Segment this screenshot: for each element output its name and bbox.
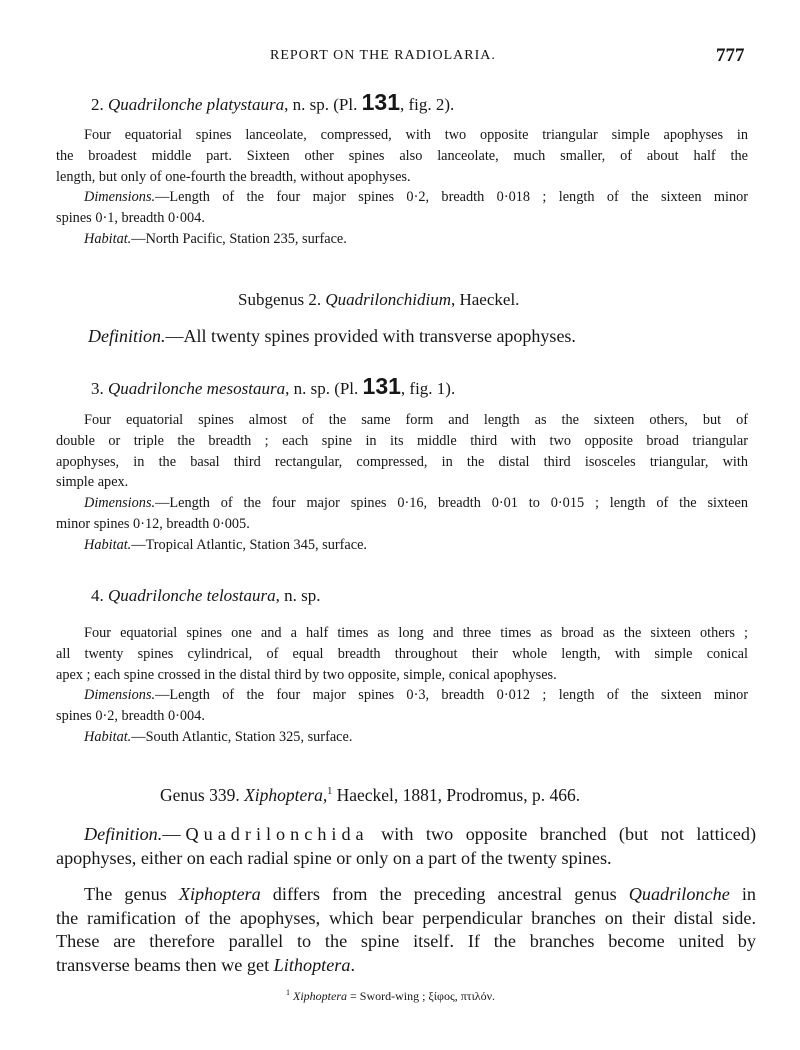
text-line: double or triple the breadth ; each spine in its middle third with two opposite broad triangular <box>56 432 748 449</box>
genus-paragraph <box>56 883 756 977</box>
text-line: minor spines 0·12, breadth 0·005. <box>56 515 250 532</box>
subgenus-name: Quadrilonchidium <box>325 290 451 309</box>
species-suffix: , n. sp. (Pl. <box>284 95 358 114</box>
dimensions-label: Dimensions. <box>84 189 156 206</box>
genus-heading <box>160 785 580 806</box>
habitat-label: Habitat. <box>84 728 132 745</box>
species-2-heading <box>91 89 454 116</box>
text-line: Four equatorial spines almost of the same form and length as the sixteen others, but of <box>84 412 748 428</box>
species-number: 3. <box>91 379 104 398</box>
genus-name: Lithoptera <box>273 954 351 975</box>
text-line: spines 0·1, breadth 0·004. <box>56 210 205 227</box>
species-2-description <box>56 125 748 250</box>
species-number: 4. <box>91 586 104 605</box>
species-name: Quadrilonche mesostaura <box>108 379 286 398</box>
text-line: The genus Xiphoptera differs from the preceding ancestral genus Quadrilonche in <box>84 884 756 904</box>
dimensions-text: —Length of the four major spines 0·16, breadth 0·01 to 0·015 ; length of the sixteen <box>155 495 748 512</box>
genus-prefix: Genus 339. <box>160 785 240 805</box>
text-line: all twenty spines cylindrical, of equal breadth throughout their whole length, with simple conical <box>56 645 748 662</box>
species-4-description <box>56 623 748 748</box>
text-line: Four equatorial spines lanceolate, compressed, with two opposite triangular simple apophyses in <box>84 127 748 143</box>
text-line: apex ; each spine crossed in the distal third by two opposite, simple, conical apophyses. <box>56 666 557 683</box>
genus-name: Quadrilonche <box>628 884 730 904</box>
dimensions-line <box>56 685 748 706</box>
text-line: apophyses, either on each radial spine or only on a part of the twenty spines. <box>56 847 612 868</box>
species-3-description <box>56 410 748 556</box>
plate-number: 131 <box>362 373 401 399</box>
text-line: length, but only of one-fourth the breadth, without apophyses. <box>56 168 411 185</box>
habitat-text: —South Atlantic, Station 325, surface. <box>131 728 353 745</box>
species-4-heading <box>91 586 321 606</box>
habitat-text: —North Pacific, Station 235, surface. <box>131 230 347 247</box>
footnote-text: = Sword-wing ; ξίφος, πτιλόν. <box>347 989 496 1003</box>
definition-subgenus <box>88 326 576 347</box>
habitat-text: —Tropical Atlantic, Station 345, surface. <box>131 536 367 553</box>
figure-ref: , fig. 1). <box>400 379 456 398</box>
subgenus-suffix: , Haeckel. <box>450 290 520 309</box>
text-line: Four equatorial spines one and a half times as long and three times as broad as the sixteen others ; <box>84 625 748 641</box>
definition-text: with two opposite branched (but not latticed) <box>368 824 756 844</box>
genus-suffix: Haeckel, 1881, Prodromus, p. 466. <box>332 785 581 805</box>
habitat-label: Habitat. <box>84 536 132 553</box>
species-name: Quadrilonche telostaura <box>108 586 276 605</box>
footnote-mark: 1 <box>327 786 333 798</box>
dimensions-line <box>56 187 748 208</box>
running-header: REPORT ON THE RADIOLARIA. <box>270 48 496 63</box>
habitat-line <box>56 535 748 556</box>
dimensions-label: Dimensions. <box>84 495 156 512</box>
text-line: transverse beams then we get Lithoptera. <box>56 954 356 975</box>
spaced-term: —Quadrilonchida <box>162 824 369 844</box>
dimensions-text: —Length of the four major spines 0·2, breadth 0·018 ; length of the sixteen minor <box>155 189 748 206</box>
page-number: 777 <box>716 45 745 66</box>
definition-text: —All twenty spines provided with transverse apophyses. <box>165 326 576 346</box>
species-name: Quadrilonche platystaura <box>108 95 285 114</box>
subgenus-prefix: Subgenus 2. <box>238 290 322 309</box>
dimensions-text: —Length of the four major spines 0·3, breadth 0·012 ; length of the sixteen minor <box>155 687 748 704</box>
text-line: the ramification of the apophyses, which bear perpendicular branches on their distal side. <box>56 907 756 928</box>
footnote-mark: 1 <box>286 988 290 997</box>
footnote-term: Xiphoptera <box>293 989 347 1003</box>
text-line: simple apex. <box>56 474 129 491</box>
habitat-line <box>56 727 748 748</box>
genus-name: Xiphoptera <box>178 884 261 904</box>
plate-number: 131 <box>361 89 400 115</box>
habitat-label: Habitat. <box>84 230 132 247</box>
dimensions-label: Dimensions. <box>84 687 156 704</box>
subgenus-heading <box>238 290 519 310</box>
habitat-line <box>56 229 748 250</box>
species-suffix: , n. sp. <box>275 586 321 605</box>
species-3-heading <box>91 373 455 400</box>
text-line: These are therefore parallel to the spine itself. If the branches become united by <box>56 931 756 951</box>
species-number: 2. <box>91 95 104 114</box>
genus-name: Xiphoptera, <box>244 785 328 805</box>
species-suffix: , n. sp. (Pl. <box>285 379 359 398</box>
text-line: apophyses, in the basal third rectangular, compressed, in the distal third isosceles triangular, with <box>56 453 748 470</box>
definition-label: Definition. <box>88 326 166 346</box>
text-line: the broadest middle part. Sixteen other spines also lanceolate, much smaller, of about half the <box>56 147 748 164</box>
text-line: spines 0·2, breadth 0·004. <box>56 708 205 725</box>
definition-label: Definition. <box>84 824 163 844</box>
footnote <box>286 988 495 1004</box>
definition-genus <box>56 823 756 870</box>
definition-line <box>56 823 756 847</box>
dimensions-line <box>56 493 748 514</box>
figure-ref: , fig. 2). <box>399 95 455 114</box>
